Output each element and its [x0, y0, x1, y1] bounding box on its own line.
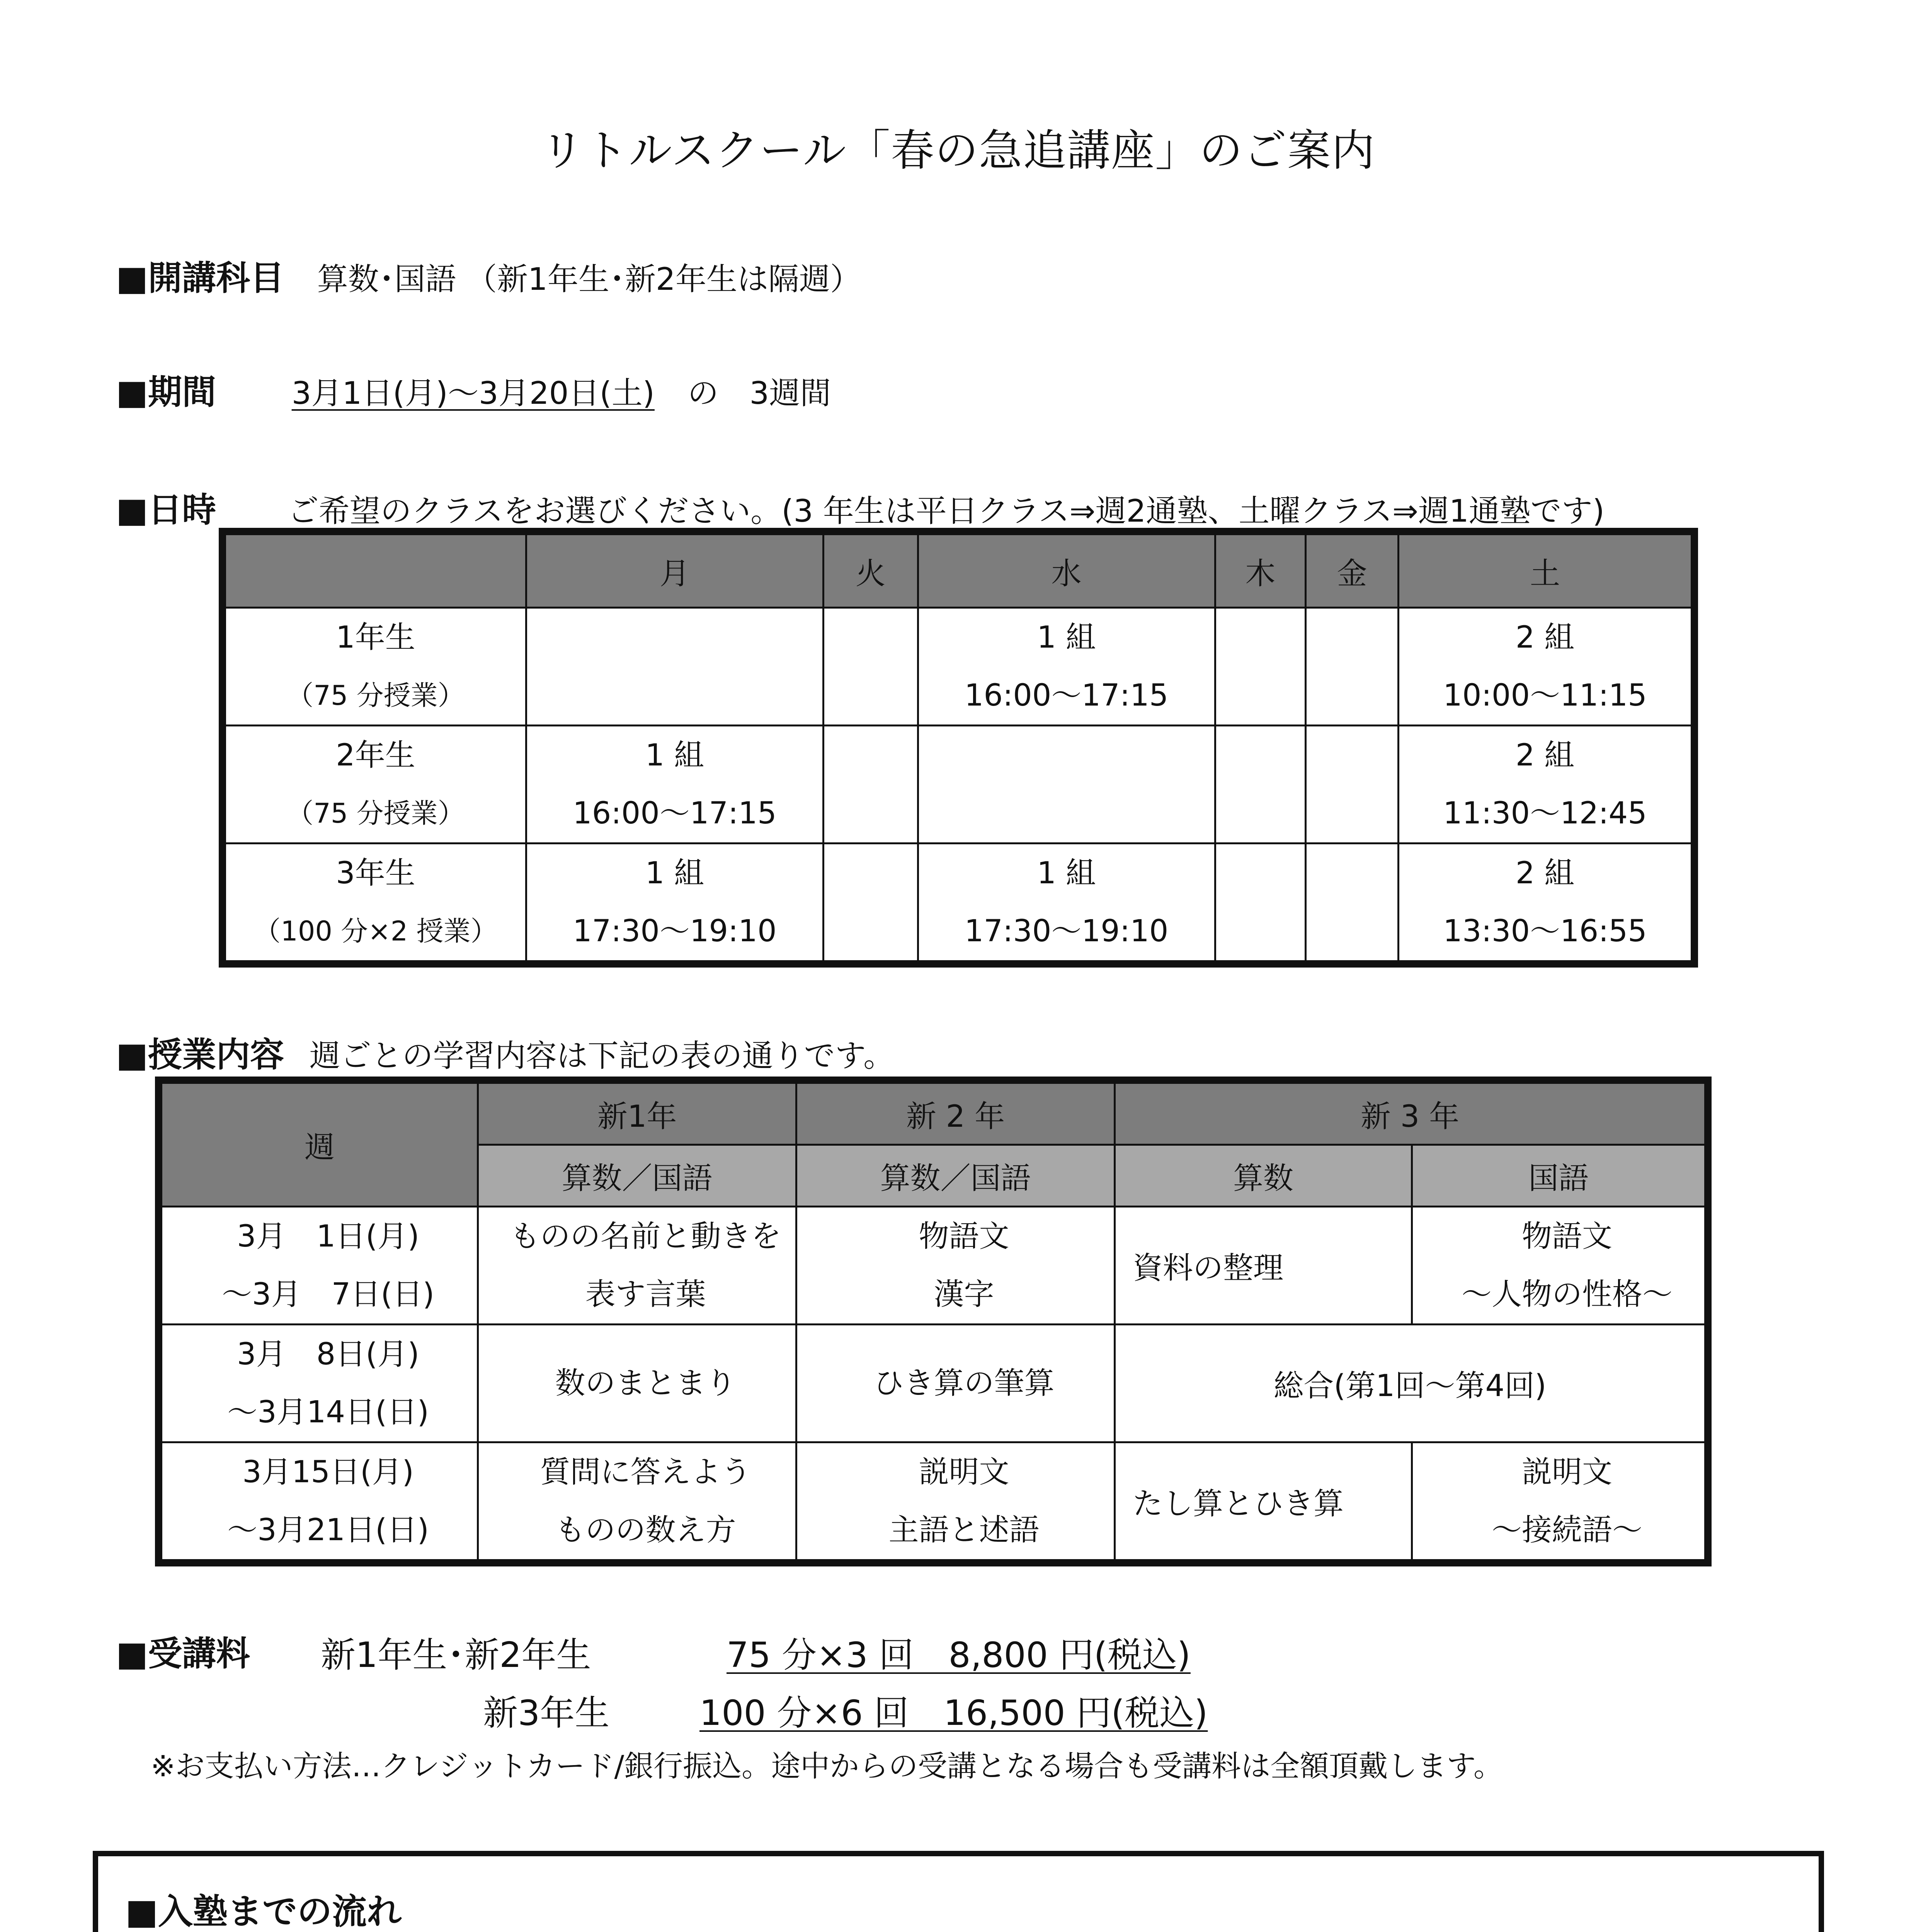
grade-cell: [225, 726, 526, 844]
class-group: 1 組: [1037, 856, 1096, 891]
content-label: ■授業内容: [116, 1035, 284, 1075]
subjects-label: ■開講科目: [116, 258, 284, 298]
topic-line: ～接続語～: [1491, 1513, 1642, 1548]
grade3-math-topic: たし算とひき算: [1115, 1442, 1412, 1560]
day-mon: 月: [526, 534, 823, 608]
week-end: ～3月 7日(日): [221, 1277, 435, 1312]
class-group: 1 組: [1037, 620, 1096, 655]
grade2-subjects: 算数／国語: [796, 1145, 1115, 1207]
topic-line: 質問に答えよう: [540, 1455, 751, 1490]
class-time: 17:30～19:10: [573, 914, 777, 949]
grade-cell: [225, 608, 526, 726]
fee-grade-1: 新1年生･新2年生: [321, 1635, 591, 1675]
topic-line: ひき算の筆算: [873, 1366, 1055, 1401]
datetime-section: [116, 483, 1605, 532]
content-row: [162, 1325, 1705, 1442]
grade2-header: 新 2 年: [796, 1083, 1115, 1145]
period-section: [116, 365, 831, 414]
content-note: 週ごとの学習内容は下記の表の通りです。: [309, 1038, 895, 1074]
schedule-cell: [1215, 608, 1306, 726]
class-time: 17:30～19:10: [964, 914, 1169, 949]
grade1-subjects: 算数／国語: [478, 1145, 796, 1207]
grade-name: 2年生: [336, 738, 415, 773]
class-group: 2 組: [1515, 620, 1575, 655]
class-group: 2 組: [1515, 856, 1575, 891]
grade3-header: 新 3 年: [1115, 1083, 1705, 1145]
period-label: ■期間: [116, 372, 216, 412]
topic-line: 表す言葉: [585, 1277, 706, 1312]
fee-note: ※お支払い方法…クレジットカード/銀行振込。途中からの受講となる場合も受講料は全額頂戴します。: [151, 1749, 1503, 1783]
schedule-cell: [823, 726, 918, 844]
grade3-japanese-header: 国語: [1412, 1145, 1705, 1207]
content-section: [116, 1028, 894, 1077]
day-tue: 火: [823, 534, 918, 608]
class-time: 13:30～16:55: [1443, 914, 1647, 949]
grade3-math-topic: 資料の整理: [1115, 1207, 1412, 1325]
class-group: 2 組: [1515, 738, 1575, 773]
grade-name: 3年生: [336, 856, 415, 891]
schedule-row: [225, 844, 1692, 961]
topic-line: 漢字: [934, 1277, 994, 1312]
week-header: 週: [162, 1083, 478, 1207]
schedule-row: [225, 608, 1692, 726]
grade-duration: （100 分×2 授業）: [254, 915, 498, 947]
schedule-row: [225, 726, 1692, 844]
content-header-row-1: [162, 1083, 1705, 1145]
datetime-label: ■日時: [116, 490, 216, 530]
schedule-cell: [1398, 608, 1691, 726]
topic-line: 主語と述語: [888, 1513, 1040, 1548]
grade-duration: （75 分授業）: [286, 680, 465, 711]
schedule-cell: [1306, 844, 1399, 961]
class-time: 11:30～12:45: [1443, 796, 1647, 831]
week-end: ～3月14日(日): [227, 1395, 429, 1430]
schedule-cell: [1398, 844, 1691, 961]
schedule-cell: [1306, 726, 1399, 844]
period-dates: 3月1日(月)～3月20日(土): [291, 375, 655, 411]
schedule-cell: [918, 726, 1215, 844]
grade-duration: （75 分授業）: [286, 798, 465, 829]
week-start: 3月 1日(月): [237, 1219, 420, 1254]
week-cell: [162, 1442, 478, 1560]
grade-cell: [225, 844, 526, 961]
week-cell: [162, 1325, 478, 1442]
grade3-japanese-topic: [1412, 1442, 1705, 1560]
class-group: 1 組: [645, 856, 704, 891]
fee-section: [116, 1627, 1191, 1675]
grade3-japanese-topic: [1412, 1207, 1705, 1325]
schedule-cell: [1306, 608, 1399, 726]
class-group: 1 組: [645, 738, 704, 773]
topic-line: 説明文: [1521, 1455, 1612, 1490]
schedule-cell: [1215, 844, 1306, 961]
class-time: 16:00～17:15: [573, 796, 777, 831]
day-fri: 金: [1306, 534, 1399, 608]
schedule-cell: [1398, 726, 1691, 844]
schedule-cell: [823, 608, 918, 726]
grade1-header: 新1年: [478, 1083, 796, 1145]
schedule-cell: [918, 844, 1215, 961]
fee-label: ■受講料: [116, 1634, 250, 1673]
week-start: 3月15日(月): [242, 1455, 414, 1490]
day-wed: 水: [918, 534, 1215, 608]
schedule-cell: [526, 726, 823, 844]
grade3-combined-topic: 総合(第1回～第4回): [1115, 1325, 1705, 1442]
topic-line: ものの数え方: [555, 1513, 736, 1548]
content-table: [160, 1082, 1706, 1561]
subjects-section: [116, 251, 861, 300]
topic-line: 数のまとまり: [555, 1366, 736, 1401]
grade1-topic: [478, 1325, 796, 1442]
schedule-cell: [823, 844, 918, 961]
period-suffix: の 3週間: [687, 375, 831, 411]
fee-grade-2: 新3年生: [483, 1693, 610, 1733]
topic-line: 説明文: [919, 1455, 1009, 1490]
day-thu: 木: [1215, 534, 1306, 608]
schedule-table: [224, 533, 1693, 962]
grade2-topic: [796, 1207, 1115, 1325]
grade2-topic: [796, 1325, 1115, 1442]
day-sat: 土: [1398, 534, 1691, 608]
topic-line: ものの名前と動きを: [510, 1219, 781, 1254]
grade1-topic: [478, 1442, 796, 1560]
fee-price-1: 75 分×3 回 8,800 円(税込): [727, 1635, 1191, 1675]
week-start: 3月 8日(月): [237, 1337, 420, 1372]
topic-line: ～人物の性格～: [1461, 1277, 1673, 1312]
content-row: [162, 1442, 1705, 1560]
week-end: ～3月21日(日): [227, 1513, 429, 1548]
schedule-cell: [918, 608, 1215, 726]
schedule-header-row: [225, 534, 1692, 608]
datetime-note: ご希望のクラスをお選びください。(3 年生は平日クラス⇒週2通塾、土曜クラス⇒週1通塾です): [288, 493, 1605, 529]
grade2-topic: [796, 1442, 1115, 1560]
class-time: 10:00～11:15: [1443, 678, 1647, 713]
content-row: [162, 1207, 1705, 1325]
grade1-topic: [478, 1207, 796, 1325]
fee-price-2: 100 分×6 回 16,500 円(税込): [699, 1693, 1208, 1733]
schedule-cell: [526, 608, 823, 726]
subjects-text: 算数･国語 （新1年生･新2年生は隔週）: [317, 261, 861, 297]
topic-line: 物語文: [919, 1219, 1009, 1254]
schedule-corner: [225, 534, 526, 608]
enrollment-flow-box: [93, 1851, 1824, 1932]
schedule-cell: [1215, 726, 1306, 844]
week-cell: [162, 1207, 478, 1325]
page-title: リトルスクール「春の急追講座」のご案内: [540, 126, 1376, 176]
grade3-math-header: 算数: [1115, 1145, 1412, 1207]
grade-name: 1年生: [336, 620, 415, 655]
topic-line: 物語文: [1521, 1219, 1612, 1254]
flow-title: ■入塾までの流れ: [125, 1891, 402, 1932]
class-time: 16:00～17:15: [964, 678, 1169, 713]
schedule-cell: [526, 844, 823, 961]
